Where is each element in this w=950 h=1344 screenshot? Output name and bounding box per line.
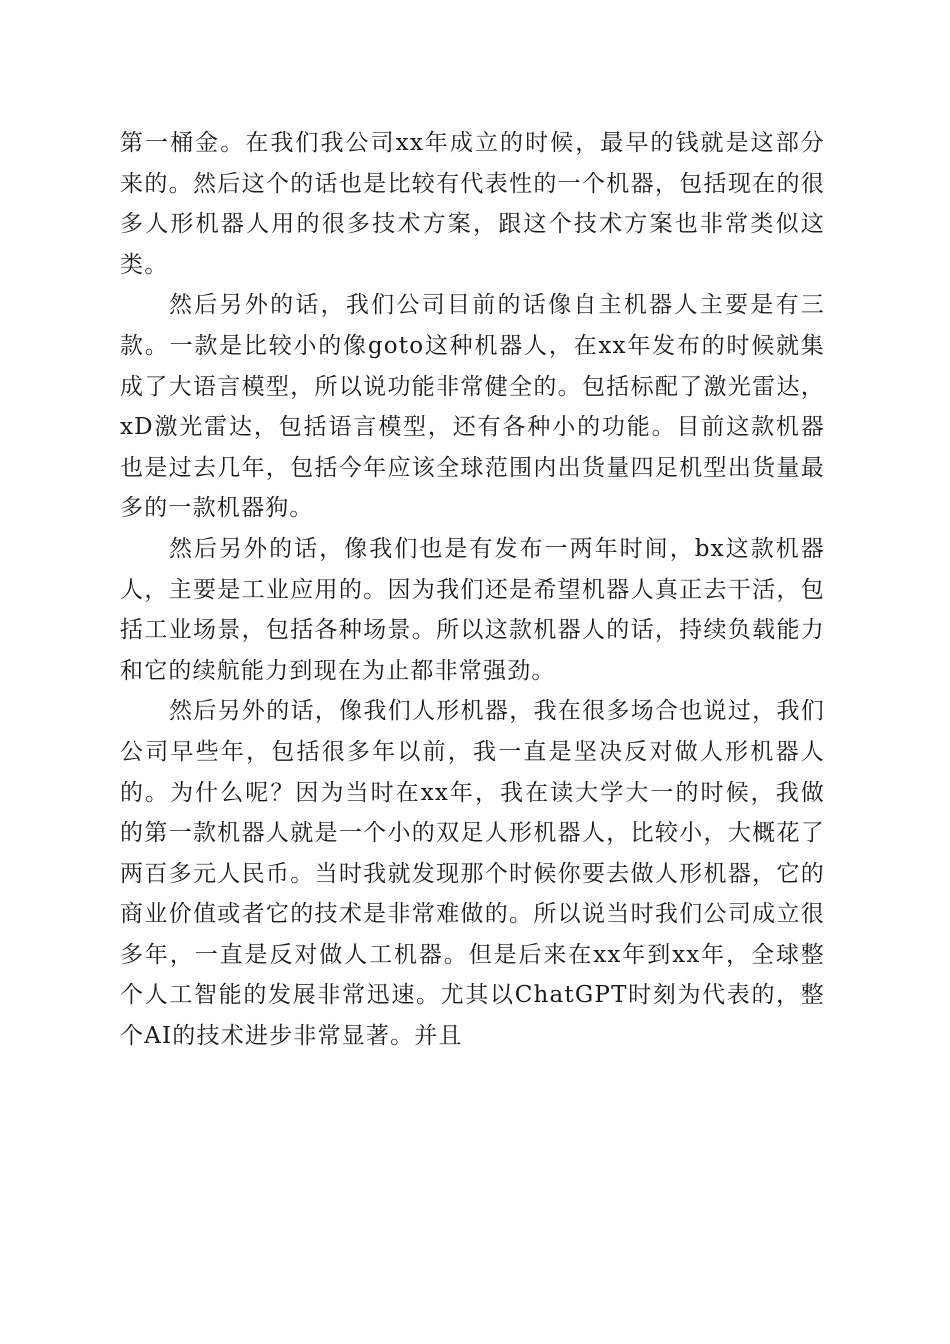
- paragraph-3: 然后另外的话，像我们也是有发布一两年时间，bx这款机器人，主要是工业应用的。因为我们还是希望机器人真正去干活，包括工业场景，包括各种场景。所以这款机器人的话，持续负载能力和它的续航能力到现在为止都非常强劲。: [120, 535, 825, 684]
- paragraph-4: 然后另外的话，像我们人形机器，我在很多场合也说过，我们公司早些年，包括很多年以前，我一直是坚决反对做人形机器人的。为什么呢？因为当时在xx年，我在读大学大一的时候，我做的第一款机器人就是一个小的双足人形机器人，比较小，大概花了两百多元人民币。当时我就发现那个时候你要去做人形机器，它的商业价值或者它的技术是非常难做的。所以说当时我们公司成立很多年，一直是反对做人工机器。但是后来在xx年到xx年，全球整个人工智能的发展非常迅速。尤其以ChatGPT时刻为代表的，整个AI的技术进步非常显著。并且: [120, 698, 825, 1050]
- paragraph-2: 然后另外的话，我们公司目前的话像自主机器人主要是有三款。一款是比较小的像goto这种机器人，在xx年发布的时候就集成了大语言模型，所以说功能非常健全的。包括标配了激光雷达，xD激光雷达，包括语言模型，还有各种小的功能。目前这款机器也是过去几年，包括今年应该全球范围内出货量四足机型出货量最多的一款机器狗。: [120, 292, 825, 522]
- document-page: [120, 123, 825, 1057]
- paragraph-1: 第一桶金。在我们我公司xx年成立的时候，最早的钱就是这部分来的。然后这个的话也是比较有代表性的一个机器，包括现在的很多人形机器人用的很多技术方案，跟这个技术方案也非常类似这类。: [120, 130, 825, 278]
